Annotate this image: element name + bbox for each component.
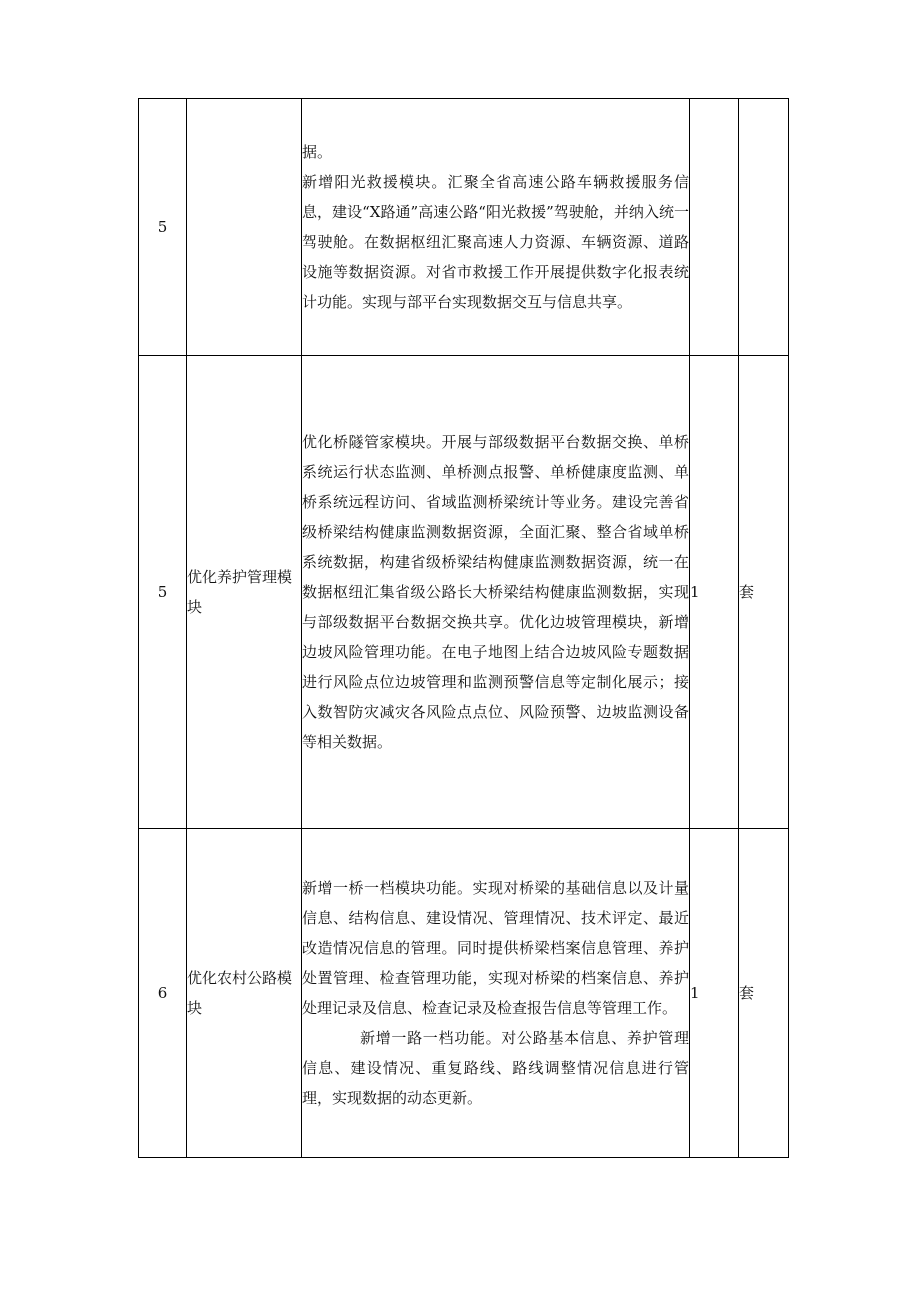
item-description [302, 356, 690, 829]
item-unit: 套 [739, 356, 789, 829]
item-quantity: 1 [690, 356, 739, 829]
item-quantity: 1 [690, 829, 739, 1158]
row-number: 6 [139, 829, 187, 1158]
table-row [139, 99, 789, 356]
item-description [302, 829, 690, 1158]
item-description [302, 99, 690, 356]
item-name: 优化养护管理模块 [187, 356, 302, 829]
description-paragraph: 新增一路一档功能。对公路基本信息、养护管理信息、建设情况、重复路线、路线调整情况信息进行管理，实现数据的动态更新。 [302, 1029, 689, 1107]
spec-table [138, 98, 789, 1158]
item-unit [739, 99, 789, 356]
table-row [139, 829, 789, 1158]
item-name [187, 99, 302, 356]
table-row [139, 356, 789, 829]
row-number: 5 [139, 99, 187, 356]
row-number: 5 [139, 356, 187, 829]
description-paragraph: 新增阳光救援模块。汇聚全省高速公路车辆救援服务信息，建设“X路通”高速公路“阳光救援”驾驶舱，并纳入统一驾驶舱。在数据枢纽汇聚高速人力资源、车辆资源、道路设施等数据资源。对省市救援工作开展提供数字化报表统计功能。实现与部平台实现数据交互与信息共享。 [302, 173, 689, 311]
item-quantity [690, 99, 739, 356]
description-paragraph: 新增一桥一档模块功能。实现对桥梁的基础信息以及计量信息、结构信息、建设情况、管理情况、技术评定、最近改造情况信息的管理。同时提供桥梁档案信息管理、养护处置管理、检查管理功能，实现对桥梁的档案信息、养护处理记录及信息、检查记录及检查报告信息等管理工作。 [302, 879, 689, 1017]
item-unit: 套 [739, 829, 789, 1158]
item-name: 优化农村公路模块 [187, 829, 302, 1158]
description-paragraph: 据。 [302, 143, 333, 161]
description-paragraph: 优化桥隧管家模块。开展与部级数据平台数据交换、单桥系统运行状态监测、单桥测点报警、单桥健康度监测、单桥系统远程访问、省域监测桥梁统计等业务。建设完善省级桥梁结构健康监测数据资源，全面汇聚、整合省域单桥系统数据，构建省级桥梁结构健康监测数据资源，统一在数据枢纽汇集省级公路长大桥梁结构健康监测数据，实现与部级数据平台数据交换共享。优化边坡管理模块，新增边坡风险管理功能。在电子地图上结合边坡风险专题数据进行风险点位边坡管理和监测预警信息等定制化展示；接入数智防灾减灾各风险点点位、风险预警、边坡监测设备等相关数据。 [302, 433, 689, 751]
